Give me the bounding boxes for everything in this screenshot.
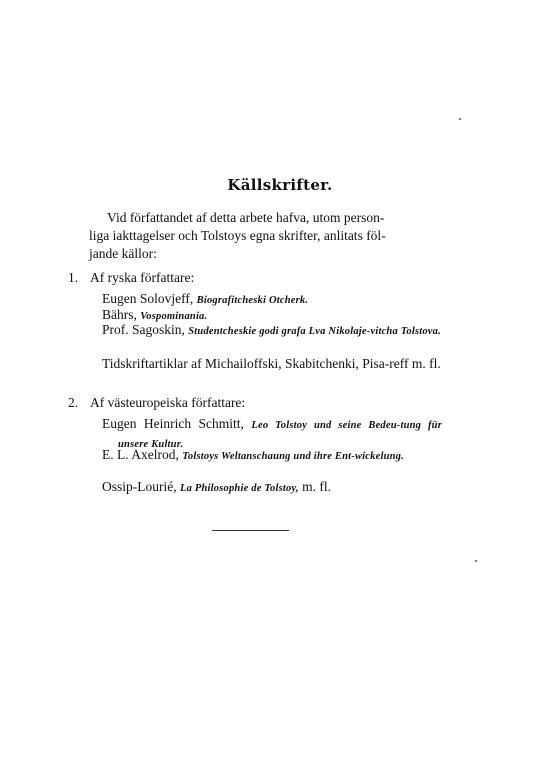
entry-work: Vospominania. [140,311,208,322]
section-title: Af västeuropeiska författare: [90,395,246,410]
entry-work: Leo Tolstoy und seine Bedeu-tung für unsere Kultur. [118,420,443,450]
intro-line: liga iakttagelser och Tolstoys egna skrifter, anlitats föl- [89,228,386,243]
section-divider-rule [212,530,289,531]
source-entry [102,447,442,466]
entry-work: Studentcheskie godi grafa Lva Nikolaje-vitcha Tolstova. [188,326,441,337]
entry-author: Eugen Heinrich Schmitt, [102,416,244,431]
entry-work: Biografitcheski Otcherk. [196,295,309,306]
paper-speck [459,118,461,120]
section-title: Af ryska författare: [90,270,195,285]
entry-author: Bährs, [102,307,137,322]
section-number: 2. [68,395,79,410]
intro-paragraph [89,209,444,263]
page-title: Källskrifter. [227,176,333,194]
section-heading [68,270,194,286]
entry-author: Ossip-Lourié, [102,479,177,494]
paper-speck [475,560,477,562]
source-entry [102,479,442,498]
source-entry [102,356,442,373]
entry-author: Eugen Solovjeff, [102,291,194,306]
entry-author: Prof. Sagoskin, [102,322,185,337]
source-entry [102,322,442,341]
section-heading [68,395,245,411]
entry-author: Tidskriftartiklar af Michailoffski, Skabitchenki, Pisa-reff m. fl. [102,356,441,371]
entry-work: Tolstoys Weltanschaung und ihre Ent-wickelung. [182,451,404,462]
intro-line: jande källor: [89,246,157,261]
entry-author: E. L. Axelrod, [102,447,179,462]
section-number: 1. [68,270,79,285]
intro-line: Vid författandet af detta arbete hafva, utom person- [107,210,385,225]
entry-work: La Philosophie de Tolstoy, [180,483,299,494]
entry-tail: m. fl. [302,479,332,494]
